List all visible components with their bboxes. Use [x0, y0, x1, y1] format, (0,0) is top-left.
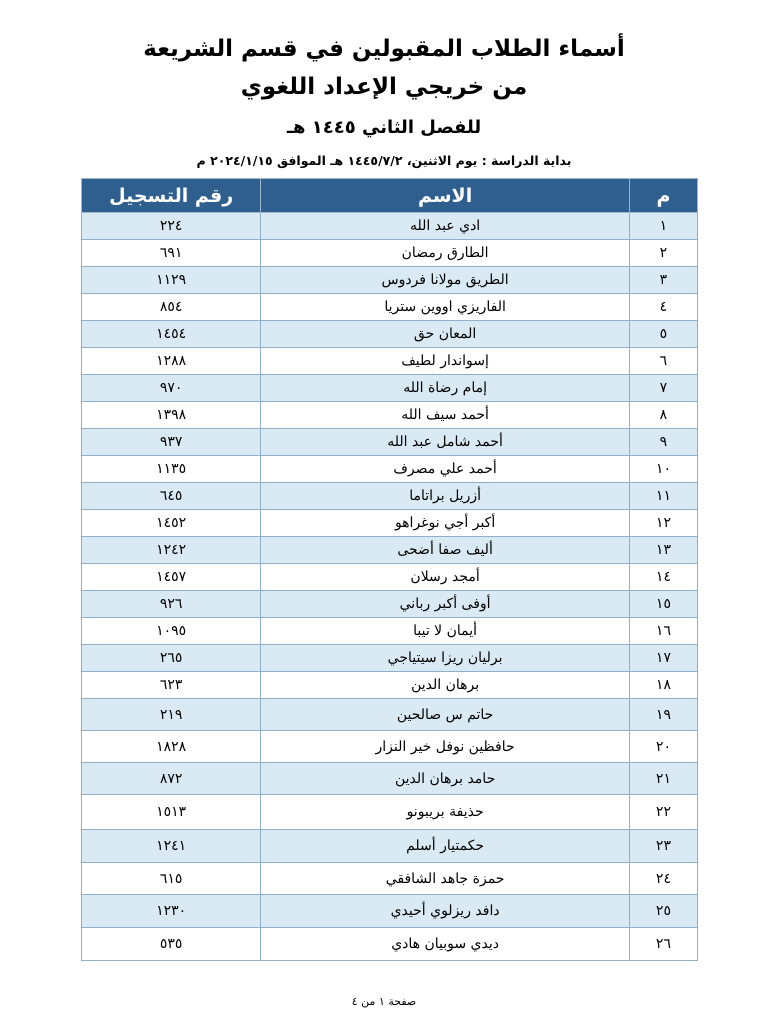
registration-number: ١٤٥٧ [82, 564, 261, 591]
table-row [82, 483, 698, 510]
registration-number: ١١٣٥ [82, 456, 261, 483]
row-number: ٨ [629, 402, 697, 429]
table-row [82, 375, 698, 402]
header-number: م [629, 179, 697, 213]
row-number: ٢٥ [629, 895, 697, 928]
registration-number: ٨٧٢ [82, 763, 261, 795]
student-name: أيمان لا تيبا [261, 618, 630, 645]
row-number: ١٥ [629, 591, 697, 618]
table-row [82, 618, 698, 645]
table-row [82, 645, 698, 672]
row-number: ٢٣ [629, 830, 697, 863]
row-number: ٢٤ [629, 863, 697, 895]
registration-number: ٨٥٤ [82, 294, 261, 321]
table-row [82, 928, 698, 961]
table-row [82, 348, 698, 375]
semester-label: للفصل الثاني ١٤٤٥ هـ [286, 117, 482, 138]
row-number: ٣ [629, 267, 697, 294]
student-name: إسواندار لطيف [261, 348, 630, 375]
registration-number: ٢١٩ [82, 699, 261, 731]
registration-number: ١٨٢٨ [82, 731, 261, 763]
table-row [82, 763, 698, 795]
student-name: أوفى أكبر رباني [261, 591, 630, 618]
row-number: ٧ [629, 375, 697, 402]
student-name: أليف صفا أضحى [261, 537, 630, 564]
registration-number: ٦٩١ [82, 240, 261, 267]
table-row [82, 213, 698, 240]
row-number: ٦ [629, 348, 697, 375]
registration-number: ١٥١٣ [82, 795, 261, 830]
student-name: دافد ريزلوي أحيدي [261, 895, 630, 928]
page-number: صفحة ١ من ٤ [351, 995, 417, 1008]
row-number: ١٧ [629, 645, 697, 672]
table-row [82, 537, 698, 564]
row-number: ٢٠ [629, 731, 697, 763]
table-row [82, 267, 698, 294]
registration-number: ١٢٤١ [82, 830, 261, 863]
registration-number: ٦٤٥ [82, 483, 261, 510]
registration-number: ٩٢٦ [82, 591, 261, 618]
table-row [82, 429, 698, 456]
start-date-label: بداية الدراسة : يوم الاثنين، ١٤٤٥/٧/٢ هـ الموافق ٢٠٢٤/١/١٥ م [196, 153, 572, 168]
student-name: الطارق رمضان [261, 240, 630, 267]
student-name: برهان الدين [261, 672, 630, 699]
student-name: أحمد علي مصرف [261, 456, 630, 483]
students-table [81, 178, 698, 961]
row-number: ١٨ [629, 672, 697, 699]
registration-number: ٦٢٣ [82, 672, 261, 699]
registration-number: ٩٧٠ [82, 375, 261, 402]
registration-number: ٥٣٥ [82, 928, 261, 961]
student-name: حاتم س صالحين [261, 699, 630, 731]
row-number: ٥ [629, 321, 697, 348]
table-row [82, 240, 698, 267]
student-name: المعان حق [261, 321, 630, 348]
table-row [82, 564, 698, 591]
row-number: ١٩ [629, 699, 697, 731]
page-title: أسماء الطلاب المقبولين في قسم الشريعة [143, 36, 625, 62]
table-row [82, 672, 698, 699]
registration-number: ١٣٩٨ [82, 402, 261, 429]
student-name: ديدي سوبيان هادي [261, 928, 630, 961]
student-name: أحمد شامل عبد الله [261, 429, 630, 456]
row-number: ١٠ [629, 456, 697, 483]
row-number: ١٦ [629, 618, 697, 645]
row-number: ١١ [629, 483, 697, 510]
student-name: أحمد سيف الله [261, 402, 630, 429]
registration-number: ٦١٥ [82, 863, 261, 895]
row-number: ٢٢ [629, 795, 697, 830]
student-name: حذيفة بريبونو [261, 795, 630, 830]
table-header-row [82, 179, 698, 213]
student-name: حافظين نوفل خير النزار [261, 731, 630, 763]
header-name: الاسم [261, 179, 630, 213]
student-name: إمام رضاة الله [261, 375, 630, 402]
table-row [82, 895, 698, 928]
registration-number: ١٢٤٢ [82, 537, 261, 564]
registration-number: ١٢٣٠ [82, 895, 261, 928]
table-row [82, 591, 698, 618]
student-name: الفاريزي اووين ستريا [261, 294, 630, 321]
header-registration: رقم التسجيل [82, 179, 261, 213]
table-row [82, 731, 698, 763]
row-number: ٢٦ [629, 928, 697, 961]
row-number: ٢ [629, 240, 697, 267]
page-subtitle: من خريجي الإعداد اللغوي [240, 74, 528, 100]
row-number: ١٢ [629, 510, 697, 537]
student-name: أكبر أجي نوغراهو [261, 510, 630, 537]
registration-number: ١٠٩٥ [82, 618, 261, 645]
row-number: ١ [629, 213, 697, 240]
registration-number: ١٤٥٢ [82, 510, 261, 537]
row-number: ٩ [629, 429, 697, 456]
registration-number: ٩٣٧ [82, 429, 261, 456]
row-number: ٢١ [629, 763, 697, 795]
row-number: ١٣ [629, 537, 697, 564]
row-number: ٤ [629, 294, 697, 321]
student-name: حكمتيار أسلم [261, 830, 630, 863]
student-name: ادي عبد الله [261, 213, 630, 240]
registration-number: ٢٢٤ [82, 213, 261, 240]
table-row [82, 294, 698, 321]
table-row [82, 863, 698, 895]
registration-number: ٢٦٥ [82, 645, 261, 672]
table-row [82, 510, 698, 537]
table-row [82, 321, 698, 348]
registration-number: ١٢٨٨ [82, 348, 261, 375]
table-row [82, 830, 698, 863]
registration-number: ١٤٥٤ [82, 321, 261, 348]
row-number: ١٤ [629, 564, 697, 591]
table-row [82, 402, 698, 429]
registration-number: ١١٢٩ [82, 267, 261, 294]
table-row [82, 795, 698, 830]
table-row [82, 456, 698, 483]
student-name: الطريق مولانا فردوس [261, 267, 630, 294]
student-name: أمجد رسلان [261, 564, 630, 591]
student-name: أزريل براتاما [261, 483, 630, 510]
student-name: برليان ريزا سيتياجي [261, 645, 630, 672]
table-row [82, 699, 698, 731]
student-name: حامد برهان الدين [261, 763, 630, 795]
student-name: حمزة جاهد الشافقي [261, 863, 630, 895]
